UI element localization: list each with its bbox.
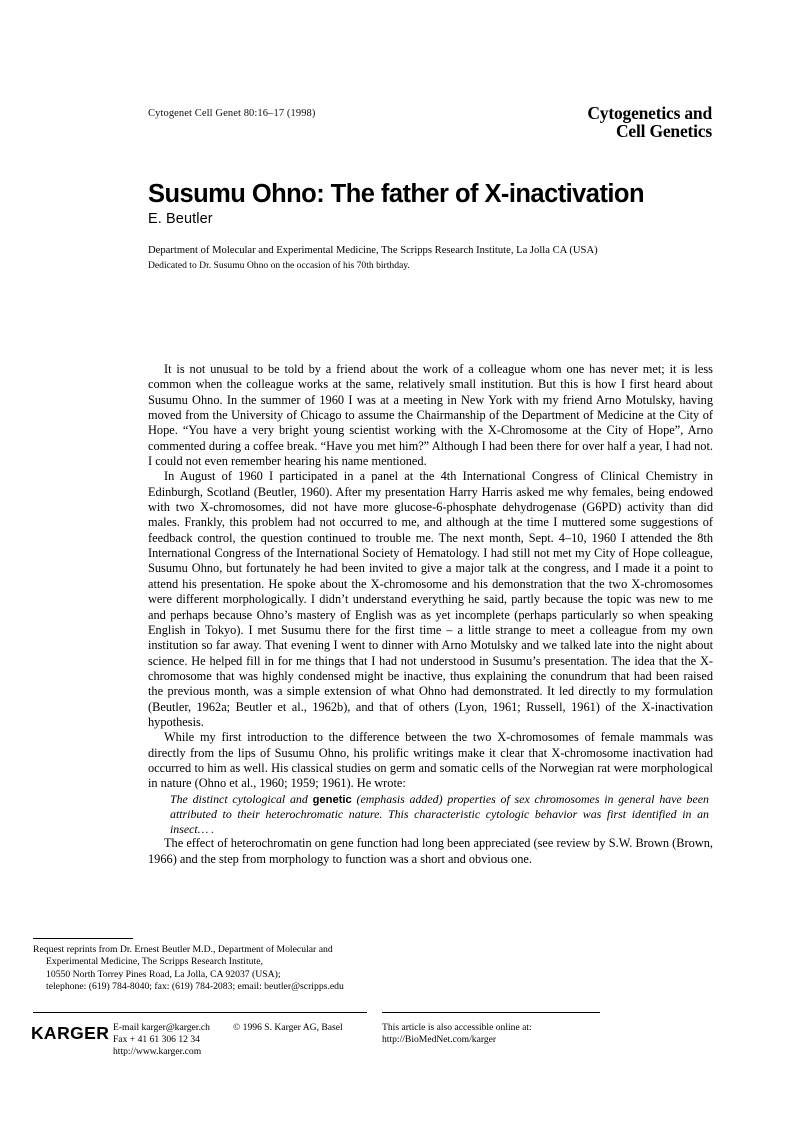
footnote-divider bbox=[33, 938, 133, 939]
author-name: E. Beutler bbox=[148, 211, 213, 227]
publisher-fax: Fax + 41 61 306 12 34 bbox=[113, 1034, 200, 1046]
journal-logo-line1: Cytogenetics and bbox=[587, 103, 712, 123]
body-paragraph-1: It is not unusual to be told by a friend about the work of a colleague whom one has never met; it is less common when the colleague works at the same, relatively small institution. But this is how I first heard about Susumu Ohno. In the summer of 1960 I was at a meeting in New York with my friend Arno Motulsky, having moved from the University of Chicago to assume the Chairmanship of the Department of Medicine at the City of Hope. “You have a very bright young scientist working with the X-Chromosome at the City of Hope”, Arno commented during a coffee break. “Have you met him?” Although I had been there for over half a year, I had not. I could not even remember hearing his name mentioned. bbox=[148, 362, 713, 469]
block-quote bbox=[148, 792, 713, 837]
footer-divider-right bbox=[382, 1012, 600, 1013]
karger-logo-rest: RGER bbox=[57, 1023, 110, 1043]
dedication-note: Dedicated to Dr. Susumu Ohno on the occasion of his 70th birthday. bbox=[148, 260, 410, 271]
online-access-note bbox=[382, 1022, 532, 1046]
body-paragraph-2: In August of 1960 I participated in a panel at the 4th International Congress of Clinical Chemistry in Edinburgh, Scotland (Beutler, 1960). After my presentation Harry Harris asked me why females, being endowed with two X-chromosomes, did not have more glucose-6-phosphate dehydrogenase (G6PD) activity than did males. Frankly, this problem had not occurred to me, and although at the time I muttered some suggestions of feedback control, the question continued to trouble me. The next month, Sept. 4–10, 1960 I attended the 8th International Congress of the International Society of Hematology. I had still not met my City of Hope colleague, Susumu Ohno, but fortunately he had been invited to give a major talk at the congress, and I made it a point to attend his presentation. He spoke about the X-chromosome and his demonstration that the two X-chromosomes were different morphologically. I didn’t understand everything he said, partly because the topic was new to me and perhaps because Ohno’s mastery of English was as yet incomplete (perhaps particularly so when speaking English in Tokyo). I met Susumu there for the first time – a little strange to meet a colleague from my own institution so far away. That evening I went to dinner with Arno Motulsky and we talked late into the night about science. He helped fill in for me things that I had not understood in Susumu’s presentation. The idea that the X-chromosome that was highly condensed might be inactive, thus explaining the conundrum that had been raised the previous month, was a simple extension of what Ohno had demonstrated. It led directly to my formulation (Beutler, 1962a; Beutler et al., 1962b), and that of others (Lyon, 1961; Russell, 1961) of the X-inactivation hypothesis. bbox=[148, 469, 713, 729]
running-head: Cytogenet Cell Genet 80:16–17 (1998) bbox=[148, 108, 316, 119]
reprint-line-4: telephone: (619) 784-8040; fax: (619) 784-2083; email: beutler@scripps.edu bbox=[46, 981, 344, 993]
karger-logo-k: K bbox=[31, 1023, 45, 1043]
footer-divider-left bbox=[33, 1012, 367, 1013]
publisher-contact bbox=[113, 1022, 210, 1058]
publisher-website[interactable]: http://www.karger.com bbox=[113, 1046, 202, 1058]
author-affiliation: Department of Molecular and Experimental Medicine, The Scripps Research Institute, La Jolla CA (USA) bbox=[148, 245, 598, 256]
copyright-notice: © 1996 S. Karger AG, Basel bbox=[233, 1022, 343, 1033]
quote-emphasis-word: genetic bbox=[312, 793, 352, 806]
reprint-line-1: Request reprints from Dr. Ernest Beutler M.D., Department of Molecular and bbox=[33, 944, 333, 955]
body-paragraph-3: While my first introduction to the difference between the two X-chromosomes of female mammals was directly from the lips of Susumu Ohno, his prolific writings make it clear that X-chromosome inactivation had occurred to him as well. His classical studies on germ and somatic cells of the Norwegian rat were morphological in nature (Ohno et al., 1960; 1959; 1961). He wrote: bbox=[148, 730, 713, 791]
online-access-label: This article is also accessible online at: bbox=[382, 1022, 532, 1033]
quote-text-part1: The distinct cytological and bbox=[170, 791, 313, 806]
reprint-note bbox=[33, 944, 363, 994]
body-paragraph-4: The effect of heterochromatin on gene function had long been appreciated (see review by S.W. Brown (Brown, 1966) and the step from morphology to function was a short and obvious one. bbox=[148, 836, 713, 866]
page-title: Susumu Ohno: The father of X-inactivation bbox=[148, 180, 644, 209]
quote-text-part2: (emphasis added) properties of sex chromosomes in general have been attributed to their heterochromatic nature. This characteristic cytologic behavior was first identified in an insect… . bbox=[170, 791, 709, 836]
karger-logo-a: A bbox=[43, 1023, 58, 1043]
reprint-line-2: Experimental Medicine, The Scripps Research Institute, bbox=[46, 956, 263, 968]
journal-logo-line2: Cell Genetics bbox=[615, 120, 712, 141]
article-body bbox=[148, 362, 713, 867]
karger-logo bbox=[31, 1023, 109, 1044]
reprint-line-3: 10550 North Torrey Pines Road, La Jolla, CA 92037 (USA); bbox=[46, 968, 281, 980]
publisher-email: E-mail karger@karger.ch bbox=[113, 1022, 210, 1033]
journal-logo bbox=[587, 105, 712, 141]
online-access-url[interactable]: http://BioMedNet.com/karger bbox=[382, 1034, 497, 1046]
